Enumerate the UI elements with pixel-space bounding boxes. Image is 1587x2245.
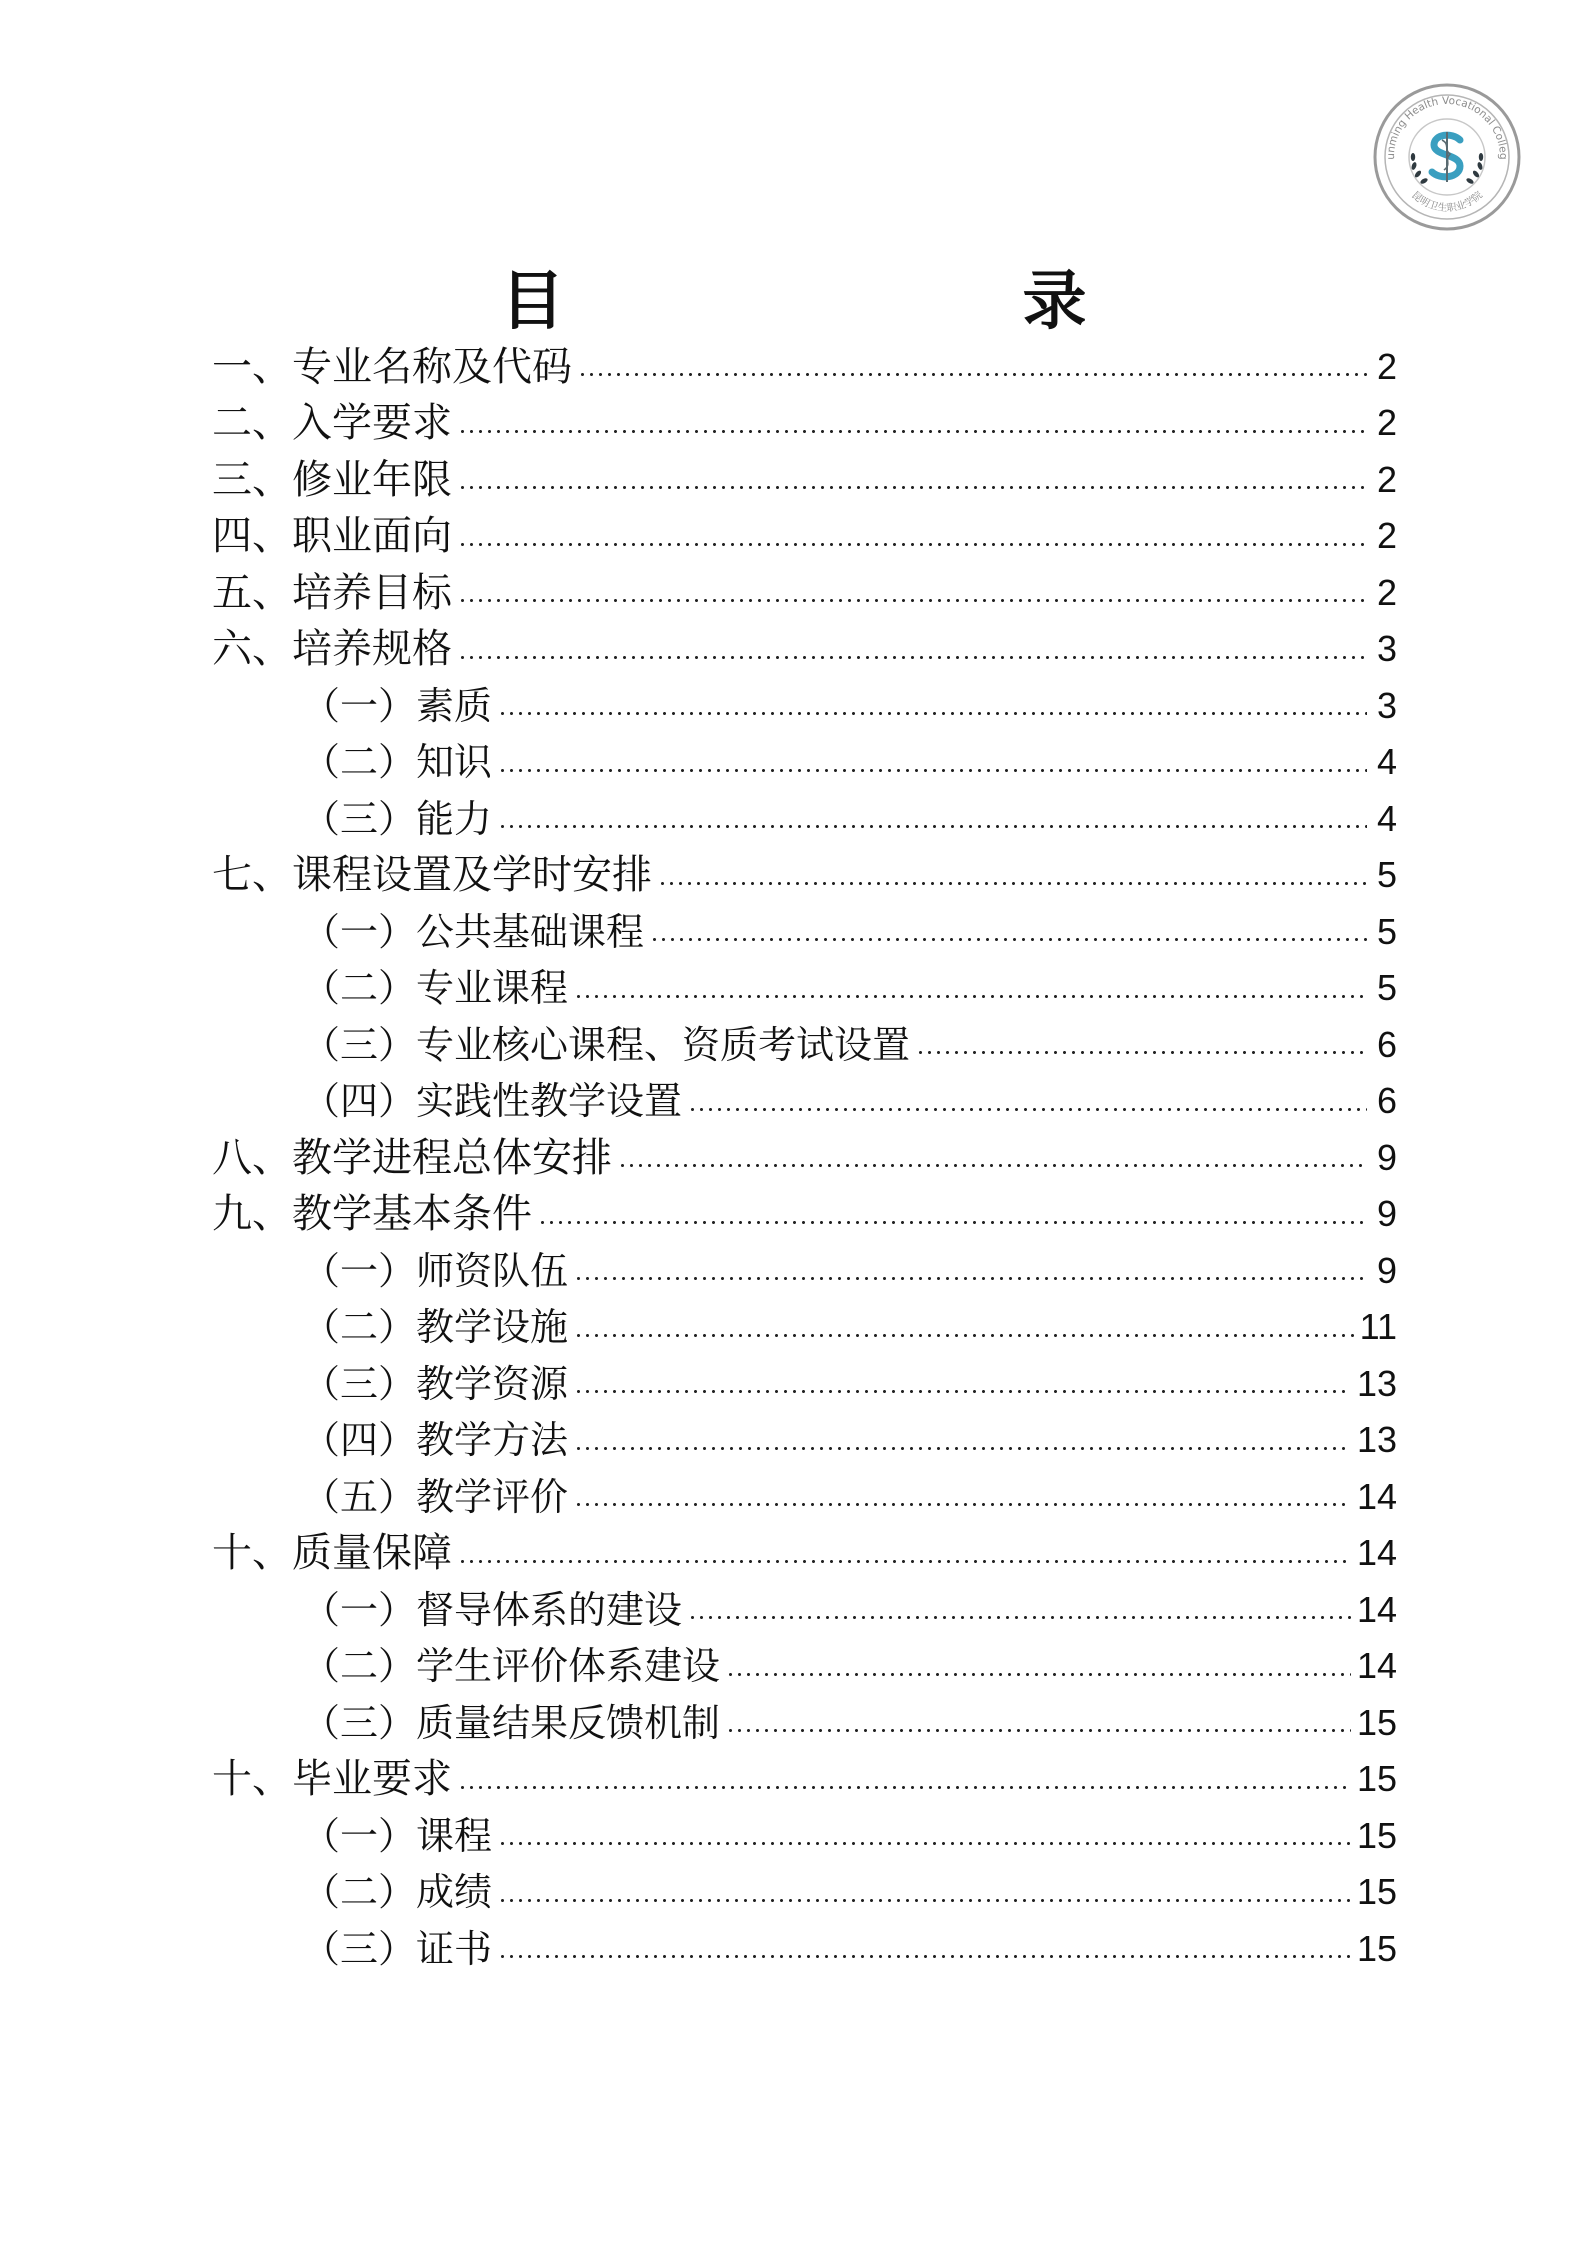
toc-section-entry[interactable] (212, 451, 1397, 508)
toc-subsection-entry[interactable] (212, 1864, 1397, 1921)
toc-page-number: 9 (1376, 1193, 1397, 1234)
toc-dot-leader (458, 482, 1367, 494)
toc-subsection-entry[interactable] (212, 1468, 1397, 1525)
toc-entry-label: 六、培养规格 (212, 626, 452, 672)
toc-section-entry[interactable] (212, 1129, 1397, 1186)
toc-page-number: 15 (1356, 1758, 1397, 1799)
toc-dot-leader (458, 595, 1367, 607)
seal-ring-text: unming Health Vocational Colleg (1384, 94, 1510, 160)
toc-subsection-entry[interactable] (212, 1355, 1397, 1412)
toc-dot-leader (578, 369, 1367, 381)
toc-dot-leader (574, 1442, 1351, 1454)
toc-section-entry[interactable] (212, 1751, 1397, 1808)
toc-entry-label: 三、修业年限 (212, 456, 452, 503)
toc-page-number: 5 (1376, 967, 1397, 1008)
toc-subsection-entry[interactable] (212, 1694, 1397, 1751)
toc-dot-leader (498, 1894, 1351, 1906)
toc-entry-label: （三）证书 (302, 1926, 493, 1971)
toc-subsection-entry[interactable] (212, 960, 1397, 1017)
toc-entry-label: （一）课程 (302, 1813, 493, 1858)
toc-dot-leader (538, 1216, 1367, 1228)
toc-page-number: 11 (1359, 1306, 1397, 1347)
toc-page-number: 13 (1356, 1362, 1397, 1404)
toc-entry-label: 七、课程设置及学时安排 (212, 852, 652, 898)
toc-page-number: 9 (1376, 1136, 1397, 1178)
toc-page-number: 2 (1376, 515, 1397, 556)
toc-dot-leader (574, 1329, 1354, 1341)
toc-entry-label: （一）公共基础课程 (302, 909, 645, 954)
toc-subsection-entry[interactable] (212, 1807, 1397, 1864)
toc-page-number: 2 (1376, 402, 1397, 443)
toc-subsection-entry[interactable] (212, 1242, 1397, 1299)
toc-page-number: 9 (1376, 1249, 1397, 1291)
toc-page-number: 5 (1376, 854, 1397, 895)
toc-subsection-entry[interactable] (212, 1638, 1397, 1695)
toc-page-number: 6 (1376, 1080, 1397, 1121)
toc-dot-leader (688, 1103, 1367, 1115)
toc-dot-leader (574, 990, 1367, 1002)
toc-section-entry[interactable] (212, 621, 1397, 678)
toc-page-number: 15 (1356, 1814, 1397, 1856)
toc-section-entry[interactable] (212, 564, 1397, 621)
toc-dot-leader (688, 1612, 1351, 1624)
toc-dot-leader (574, 1386, 1351, 1398)
toc-entry-label: 二、入学要求 (212, 400, 452, 446)
toc-subsection-entry[interactable] (212, 1412, 1397, 1469)
toc-page-number: 2 (1376, 571, 1397, 613)
toc-subsection-entry[interactable] (212, 1920, 1397, 1977)
toc-dot-leader (618, 1160, 1367, 1172)
table-of-contents (212, 338, 1397, 1977)
toc-entry-label: （二）成绩 (302, 1870, 493, 1914)
toc-dot-leader (916, 1047, 1367, 1059)
toc-page-number: 4 (1376, 741, 1397, 782)
toc-section-entry[interactable] (212, 1525, 1397, 1582)
toc-entry-label: 八、教学进程总体安排 (212, 1134, 612, 1181)
toc-dot-leader (458, 651, 1367, 663)
toc-page-number: 5 (1376, 910, 1397, 952)
toc-entry-label: （一）督导体系的建设 (302, 1587, 683, 1632)
toc-page-number: 2 (1376, 345, 1397, 387)
toc-entry-label: （二）知识 (302, 740, 493, 784)
toc-dot-leader (498, 1838, 1351, 1850)
toc-entry-label: （二）专业课程 (302, 966, 569, 1010)
toc-entry-label: （三）能力 (302, 796, 493, 841)
toc-page-number: 14 (1356, 1475, 1397, 1517)
toc-subsection-entry[interactable] (212, 677, 1397, 734)
toc-dot-leader (458, 425, 1367, 437)
toc-section-entry[interactable] (212, 1186, 1397, 1243)
toc-page-number: 13 (1356, 1419, 1397, 1460)
toc-entry-label: （三）质量结果反馈机制 (302, 1700, 721, 1745)
toc-dot-leader (458, 1555, 1351, 1567)
toc-subsection-entry[interactable] (212, 1016, 1397, 1073)
toc-subsection-entry[interactable] (212, 790, 1397, 847)
toc-dot-leader (458, 1781, 1351, 1793)
toc-entry-label: （四）教学方法 (302, 1418, 569, 1462)
toc-entry-label: 十、毕业要求 (212, 1756, 452, 1802)
toc-page-number: 4 (1376, 797, 1397, 839)
toc-section-entry[interactable] (212, 395, 1397, 452)
toc-page-number: 6 (1376, 1023, 1397, 1065)
toc-entry-label: 十、质量保障 (212, 1530, 452, 1576)
toc-dot-leader (498, 1951, 1351, 1963)
toc-dot-leader (658, 877, 1367, 889)
toc-page-number: 2 (1376, 458, 1397, 500)
toc-entry-label: 五、培养目标 (212, 569, 452, 616)
toc-section-entry[interactable] (212, 508, 1397, 565)
toc-subsection-entry[interactable] (212, 734, 1397, 791)
toc-page-number: 15 (1356, 1871, 1397, 1912)
toc-dot-leader (726, 1668, 1351, 1680)
toc-dot-leader (498, 764, 1367, 776)
toc-dot-leader (458, 538, 1367, 550)
toc-page-number: 3 (1376, 684, 1397, 726)
toc-entry-label: （一）素质 (302, 683, 493, 728)
toc-dot-leader (574, 1273, 1367, 1285)
toc-subsection-entry[interactable] (212, 903, 1397, 960)
toc-subsection-entry[interactable] (212, 1581, 1397, 1638)
page-title: 目 录 (500, 265, 1197, 339)
toc-entry-label: 九、教学基本条件 (212, 1191, 532, 1237)
toc-subsection-entry[interactable] (212, 1299, 1397, 1356)
toc-page-number: 14 (1356, 1532, 1397, 1573)
toc-dot-leader (498, 708, 1367, 720)
toc-dot-leader (726, 1725, 1351, 1737)
toc-entry-label: （五）教学评价 (302, 1474, 569, 1519)
college-seal-logo (1372, 82, 1522, 232)
toc-entry-label: 一、专业名称及代码 (212, 343, 572, 390)
toc-entry-label: （二）学生评价体系建设 (302, 1644, 721, 1688)
toc-page-number: 15 (1356, 1701, 1397, 1743)
toc-entry-label: 四、职业面向 (212, 513, 452, 559)
toc-section-entry[interactable] (212, 338, 1397, 395)
toc-dot-leader (498, 821, 1367, 833)
toc-section-entry[interactable] (212, 847, 1397, 904)
toc-page-number: 14 (1356, 1588, 1397, 1630)
toc-entry-label: （三）专业核心课程、资质考试设置 (302, 1022, 911, 1067)
toc-entry-label: （二）教学设施 (302, 1305, 569, 1349)
toc-entry-label: （三）教学资源 (302, 1361, 569, 1406)
toc-page-number: 3 (1376, 628, 1397, 669)
toc-page-number: 15 (1356, 1927, 1397, 1969)
toc-dot-leader (650, 934, 1367, 946)
seal-bottom-text: 昆明卫生职业学院 (1409, 189, 1485, 215)
toc-dot-leader (574, 1499, 1351, 1511)
toc-subsection-entry[interactable] (212, 1073, 1397, 1130)
toc-entry-label: （四）实践性教学设置 (302, 1079, 683, 1123)
toc-entry-label: （一）师资队伍 (302, 1248, 569, 1293)
toc-page-number: 14 (1356, 1645, 1397, 1686)
